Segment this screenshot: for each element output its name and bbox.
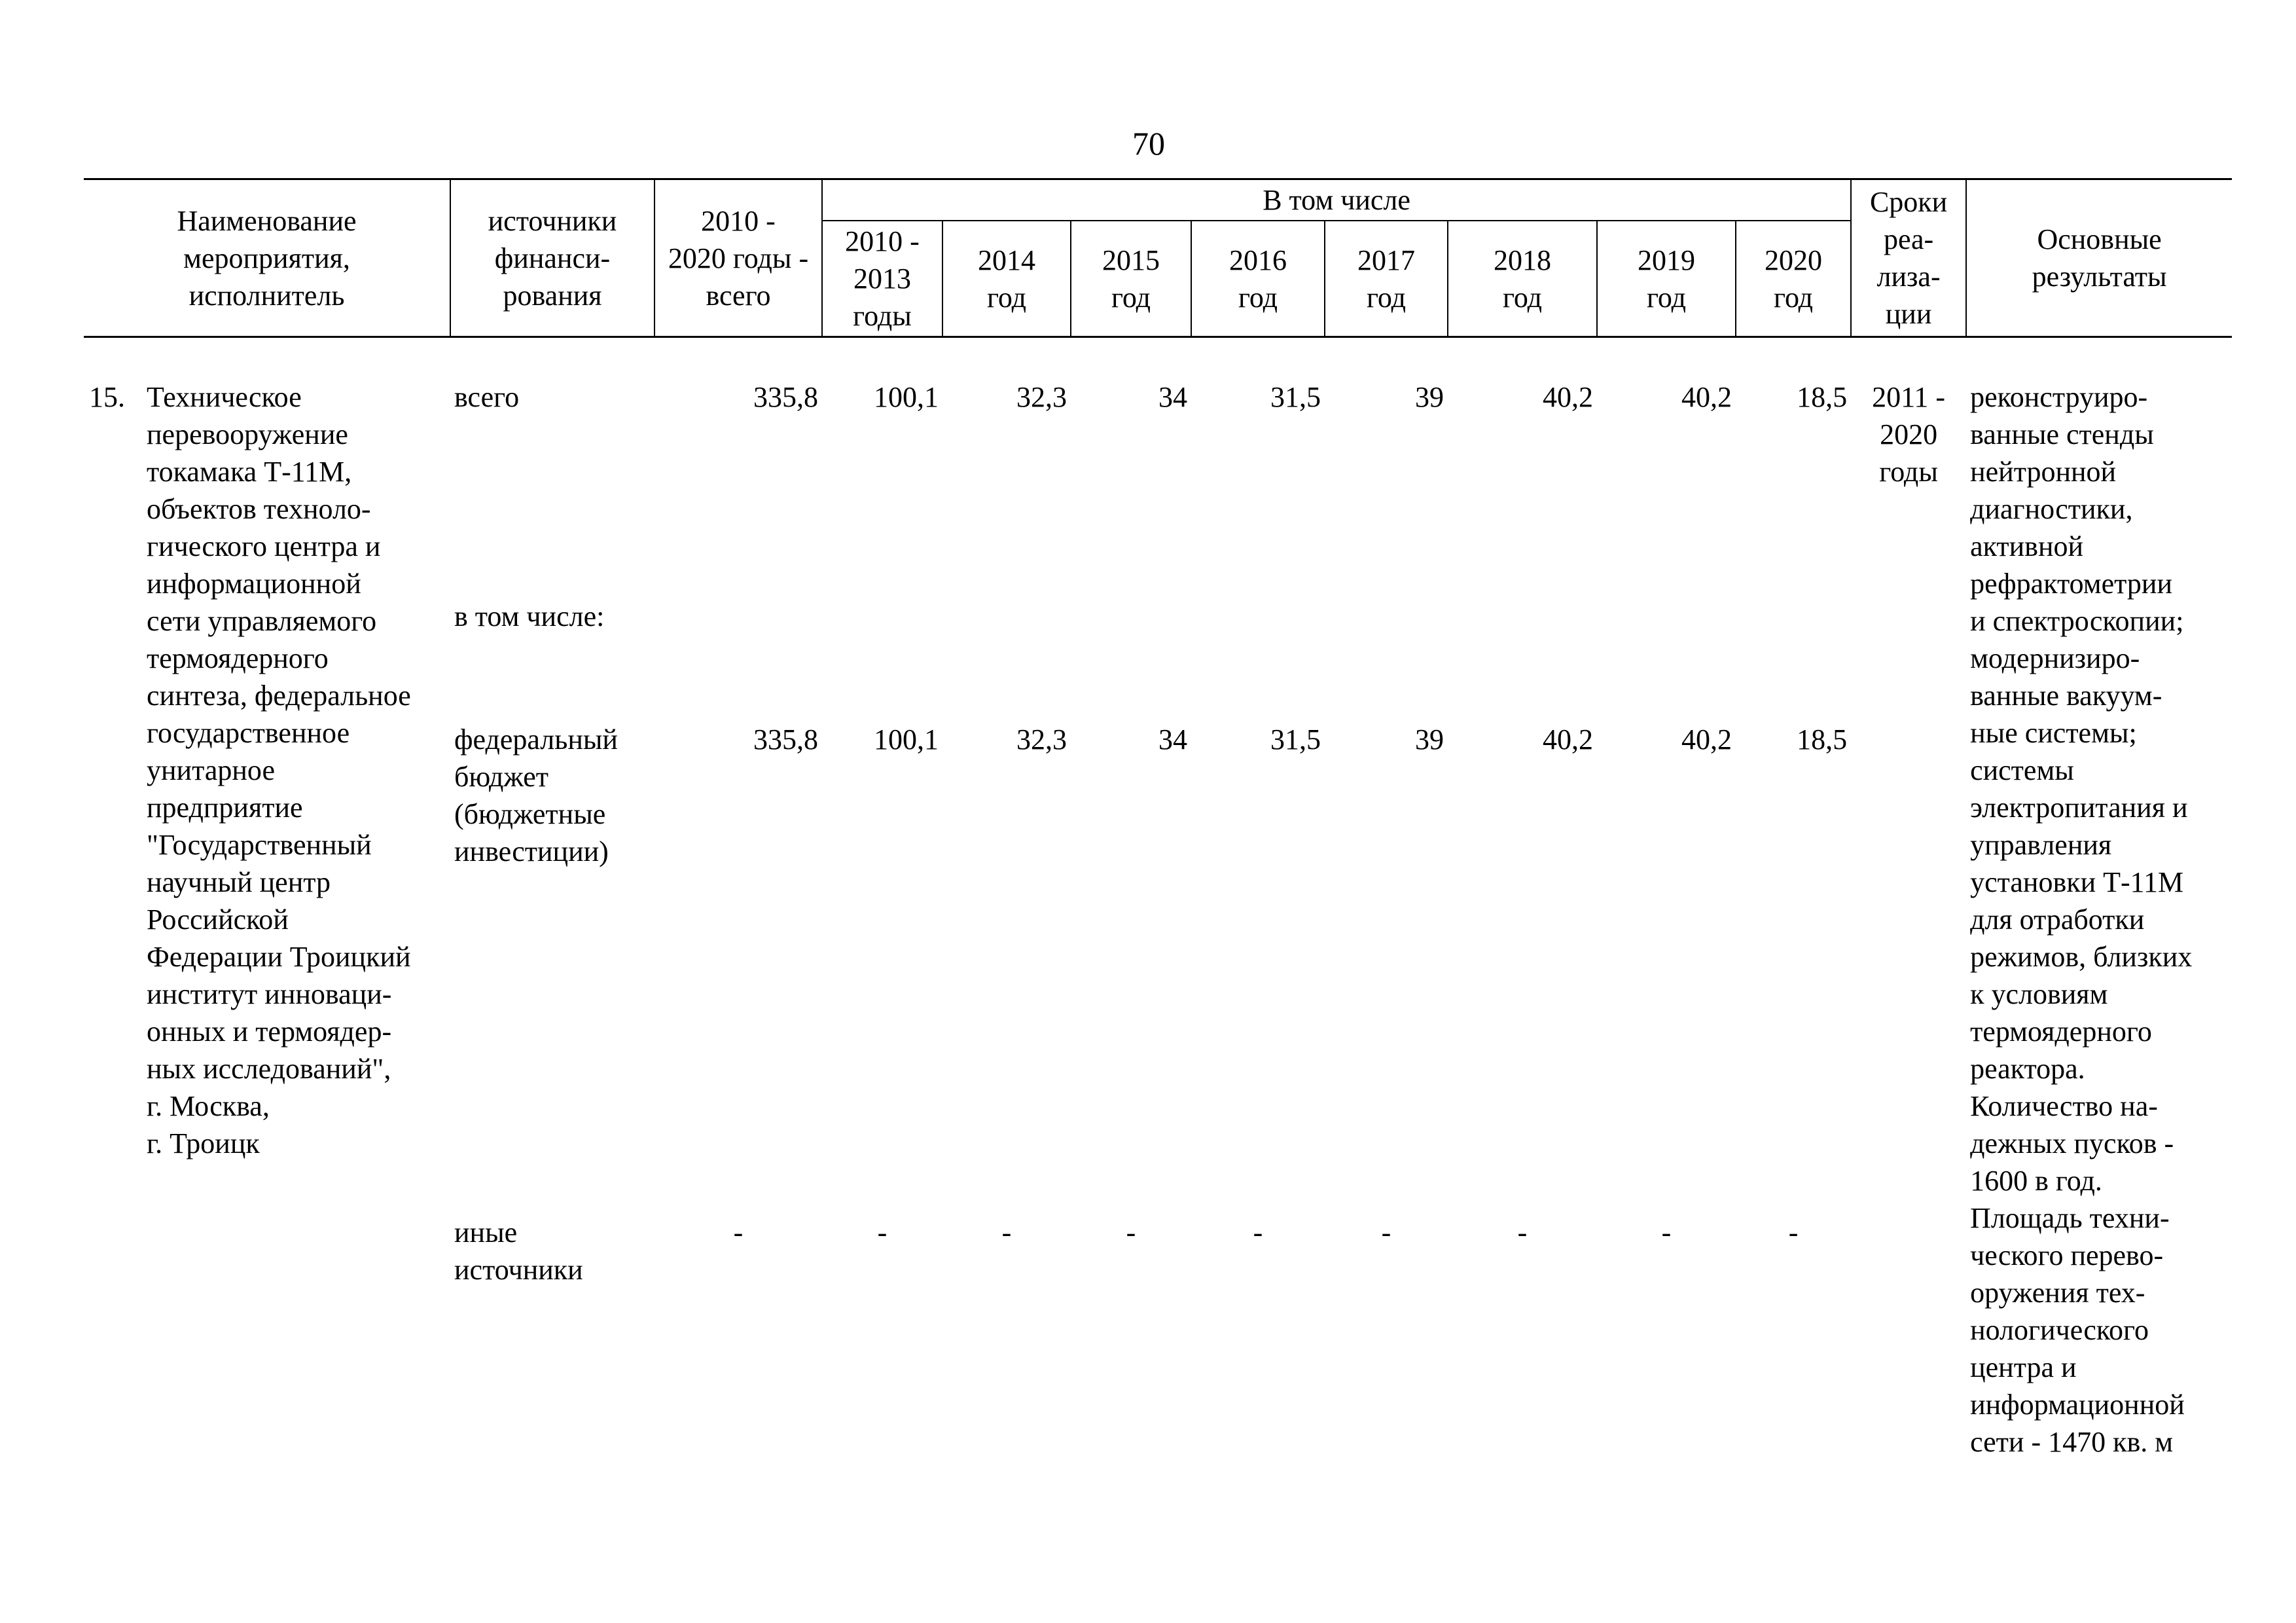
main-results: реконструиро- ванные стенды нейтронной диагностики, активной рефрактометрии и спектроскопии; модернизиро- ванные вакуум- ные системы; системы электропитания и управления установки Т-11М для отработки режимов, близких к условиям термоядерного реактора. Количество на- дежных пусков - 1600 в год. Площадь техни- ческого перево- оружения тех- нологического центра и информационной сети - 1470 кв. м [1970, 381, 2193, 1458]
year-value-2014: - [1001, 1216, 1012, 1249]
header-period: Сроки реа- лиза- ции [1851, 179, 1966, 337]
header-results: Основные результаты [1966, 179, 2232, 337]
header-year-2019: 2019 год [1597, 221, 1736, 337]
year-value-2016: - [1253, 1216, 1263, 1249]
year-value-2010-2013 [822, 598, 942, 721]
year-value-2019: 40,2 [1681, 723, 1732, 756]
year-value-2019: - [1661, 1216, 1672, 1249]
header-year-2020: 2020 год [1736, 221, 1851, 337]
table-body [84, 337, 2232, 1461]
year-value-2020: 18,5 [1797, 381, 1848, 413]
table-header [84, 179, 2232, 337]
year-value-2018: 40,2 [1543, 381, 1593, 413]
header-sources: источники финанси- рования [450, 179, 655, 337]
results-cell [1966, 337, 2232, 1461]
source-label: в том числе: [454, 600, 605, 632]
header-name: Наименование мероприятия, исполнитель [177, 204, 357, 312]
page-number: 70 [1132, 125, 1165, 162]
source-label: всего [454, 381, 520, 413]
total-value: 335,8 [753, 723, 818, 756]
year-value-2014 [942, 598, 1071, 721]
row-index: 15. [89, 381, 125, 413]
year-value-2015: 34 [1158, 381, 1187, 413]
year-value-2010-2013: - [877, 1216, 888, 1249]
period-cell [1851, 337, 1966, 1461]
total-value: - [733, 1216, 744, 1249]
year-value-2016: 31,5 [1270, 723, 1321, 756]
year-value-2017: - [1381, 1216, 1391, 1249]
financing-table [84, 178, 2232, 1461]
year-value-2020: 18,5 [1797, 723, 1848, 756]
year-value-2014: 32,3 [1016, 723, 1067, 756]
year-value-2015: 34 [1158, 723, 1187, 756]
total-value: 335,8 [753, 381, 818, 413]
year-value-2015: - [1126, 1216, 1136, 1249]
year-value-2017: 39 [1415, 723, 1444, 756]
year-value-2010-2013: 100,1 [874, 381, 939, 413]
header-group-including: В том числе [822, 179, 1851, 221]
year-value-2018: 40,2 [1543, 723, 1593, 756]
year-value-2017: 39 [1415, 381, 1444, 413]
header-total: 2010 - 2020 годы - всего [655, 179, 822, 337]
year-value-2019 [1597, 598, 1736, 721]
header-year-2017: 2017 год [1325, 221, 1448, 337]
year-value-2015 [1071, 598, 1191, 721]
implementation-period: 2011 - 2020 годы [1872, 381, 1946, 488]
year-value-2010-2013: 100,1 [874, 723, 939, 756]
year-value-2017 [1325, 598, 1448, 721]
year-value-2019: 40,2 [1681, 381, 1732, 413]
year-value-2018: - [1517, 1216, 1528, 1249]
total-value [655, 598, 822, 721]
year-value-2020 [1736, 598, 1851, 721]
table-row [84, 337, 2232, 598]
year-value-2016: 31,5 [1270, 381, 1321, 413]
measure-name-cell [84, 337, 450, 1461]
measure-name: Техническое перевооружение токамака Т-11М, объектов техноло- гического центра и информационной сети управляемого термоядерного синтеза, федеральное государственное унитарное предприятие "Государственный научный центр Российской Федерации Троицкий институт инноваци- онных и термоядер- ных исследований", г. Москва, г. Троицк [147, 381, 411, 1159]
header-year-2014: 2014 год [942, 221, 1071, 337]
source-label: федеральный бюджет (бюджетные инвестиции) [454, 723, 618, 867]
header-year-2015: 2015 год [1071, 221, 1191, 337]
header-year-2016: 2016 год [1191, 221, 1325, 337]
year-value-2014: 32,3 [1016, 381, 1067, 413]
year-value-2020: - [1788, 1216, 1799, 1249]
header-year-2010-2013: 2010 - 2013 годы [822, 221, 942, 337]
year-value-2018 [1448, 598, 1597, 721]
year-value-2016 [1191, 598, 1325, 721]
header-year-2018: 2018 год [1448, 221, 1597, 337]
source-label: иные источники [454, 1216, 583, 1286]
